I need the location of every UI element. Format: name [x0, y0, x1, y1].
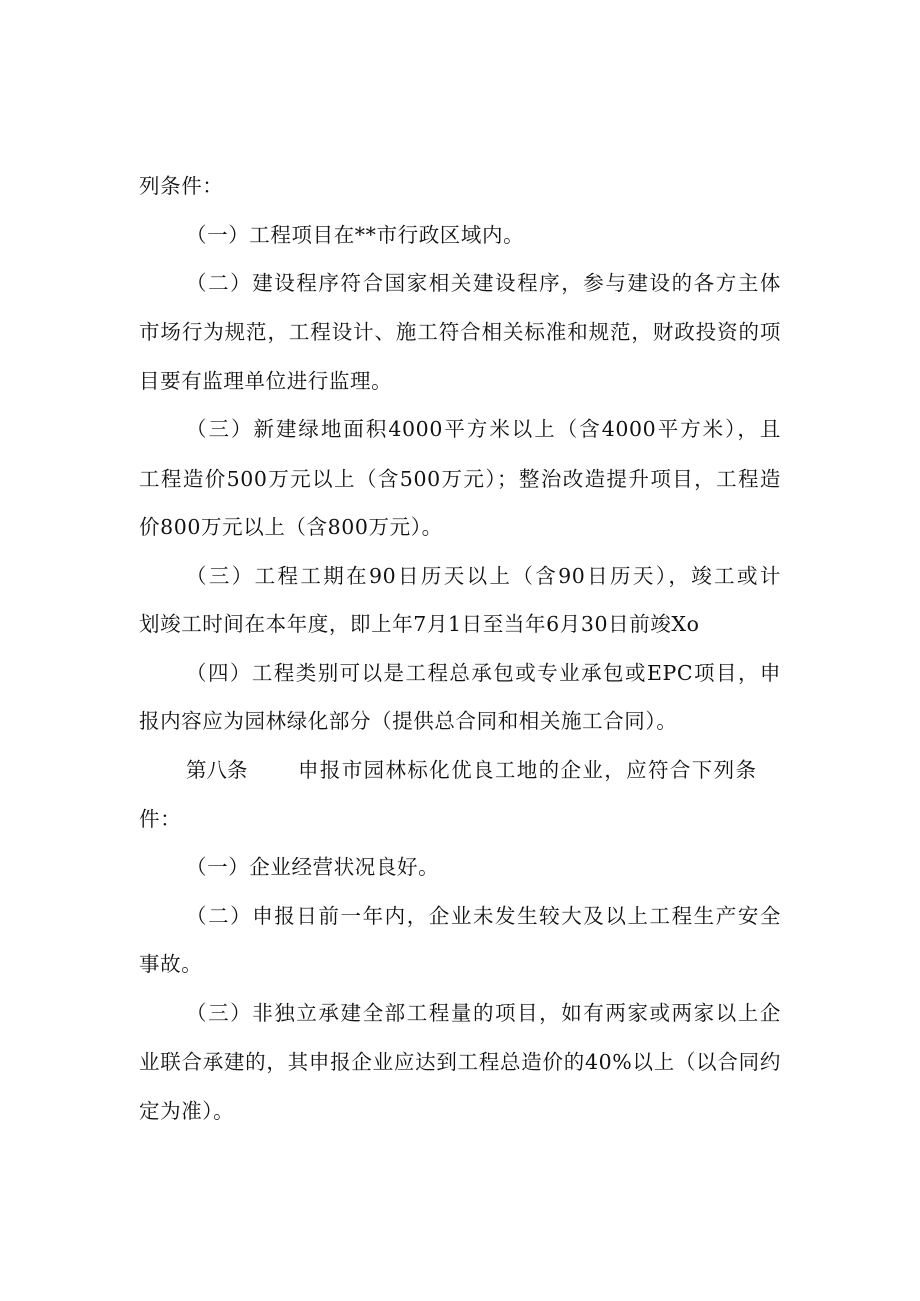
text-line-continuation: 列条件： [139, 174, 224, 198]
article-8-continuation: 件： [139, 807, 182, 831]
enterprise-clause-1: （一）企业经营状况良好。 [186, 855, 440, 879]
article-8-body: 申报市园林标化优良工地的企业，应符合下列条 [298, 758, 756, 782]
enterprise-clause-3-line-1: （三）非独立承建全部工程量的项目，如有两家或两家以上企 [186, 1001, 781, 1025]
clause-2-line-3: 目要有监理单位进行监理。 [139, 369, 393, 393]
clause-2-line-2: 市场行为规范，工程设计、施工符合相关标准和规范，财政投资的项 [139, 320, 781, 344]
clause-3-line-2: 工程造价500万元以上（含500万元）；整治改造提升项目，工程造 [139, 467, 781, 491]
enterprise-clause-2-line-2: 事故。 [139, 952, 203, 976]
clause-2-line-1: （二）建设程序符合国家相关建设程序，参与建设的各方主体 [186, 271, 781, 295]
enterprise-clause-2-line-1: （二）申报日前一年内，企业未发生较大及以上工程生产安全 [186, 904, 781, 928]
enterprise-clause-3-line-3: 定为准）。 [139, 1099, 235, 1123]
clause-1-location: （一）工程项目在**市行政区域内。 [186, 223, 525, 247]
clause-4-line-1: （四）工程类别可以是工程总承包或专业承包或EPC项目，申 [186, 661, 781, 685]
clause-3b-line-1: （三）工程工期在90日历天以上（含90日历天），竣工或计 [186, 564, 781, 588]
enterprise-clause-3-line-2: 业联合承建的，其申报企业应达到工程总造价的40%以上（以合同约 [139, 1050, 781, 1074]
clause-3-line-1: （三）新建绿地面积4000平方米以上（含4000平方米），且 [186, 417, 781, 441]
article-8-title: 第八条 [186, 758, 248, 782]
clause-4-line-2: 报内容应为园林绿化部分（提供总合同和相关施工合同）。 [139, 709, 678, 733]
clause-3-line-3: 价800万元以上（含800万元）。 [139, 515, 443, 539]
clause-3b-line-2: 划竣工时间在本年度，即上年7月1日至当年6月30日前竣Xo [139, 612, 700, 636]
